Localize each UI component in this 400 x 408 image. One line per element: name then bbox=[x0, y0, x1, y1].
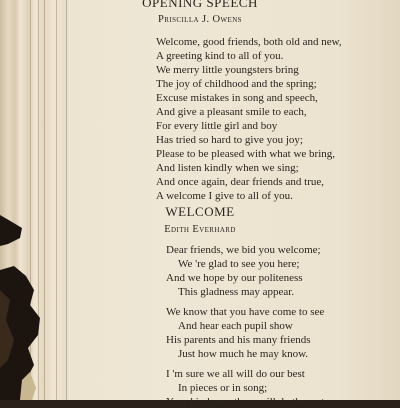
poem-line: For every little girl and boy bbox=[156, 120, 278, 132]
poem-line: Dear friends, we bid you welcome; bbox=[166, 244, 321, 256]
poem-line: And we hope by our politeness bbox=[166, 272, 303, 284]
poem2-author: Edith Everhard bbox=[164, 224, 236, 235]
poem-line: I 'm sure we all will do our best bbox=[166, 368, 305, 380]
poem-line: Has tried so hard to give you joy; bbox=[156, 134, 303, 146]
poem-line: Your kindness, then, will do the rest; bbox=[166, 396, 328, 408]
poem-line: Just how much he may know. bbox=[178, 348, 309, 360]
poem-line: And once again, dear friends and true, bbox=[156, 176, 324, 188]
poem2-title: WELCOME bbox=[165, 204, 235, 219]
poem-line: Welcome, good friends, both old and new, bbox=[156, 36, 342, 48]
poem-line: Please to be pleased with what we bring, bbox=[156, 148, 336, 160]
torn-page-edge bbox=[0, 0, 80, 400]
poem-line: A greeting kind to all of you. bbox=[156, 50, 284, 62]
poem1-title: OPENING SPEECH bbox=[142, 0, 258, 10]
poem-line: And hear each pupil show bbox=[178, 320, 293, 332]
poem-line: We merry little youngsters bring bbox=[156, 64, 299, 76]
poem-line: Excuse mistakes in song and speech, bbox=[156, 92, 318, 104]
poem-line: And give a pleasant smile to each, bbox=[156, 106, 307, 118]
poem-line: In pieces or in song; bbox=[178, 382, 268, 394]
poem-line: This gladness may appear. bbox=[178, 286, 295, 298]
poem-line: His parents and his many friends bbox=[166, 334, 311, 346]
poem-line: And listen kindly when we sing; bbox=[156, 162, 299, 174]
poem-line: We know that you have come to see bbox=[166, 306, 325, 318]
poem-line: A welcome I give to all of you. bbox=[156, 190, 293, 202]
poem1-author: Priscilla J. Owens bbox=[158, 14, 242, 25]
poem-line: The joy of childhood and the spring; bbox=[156, 78, 317, 90]
poem-line: We 're glad to see you here; bbox=[178, 258, 300, 270]
